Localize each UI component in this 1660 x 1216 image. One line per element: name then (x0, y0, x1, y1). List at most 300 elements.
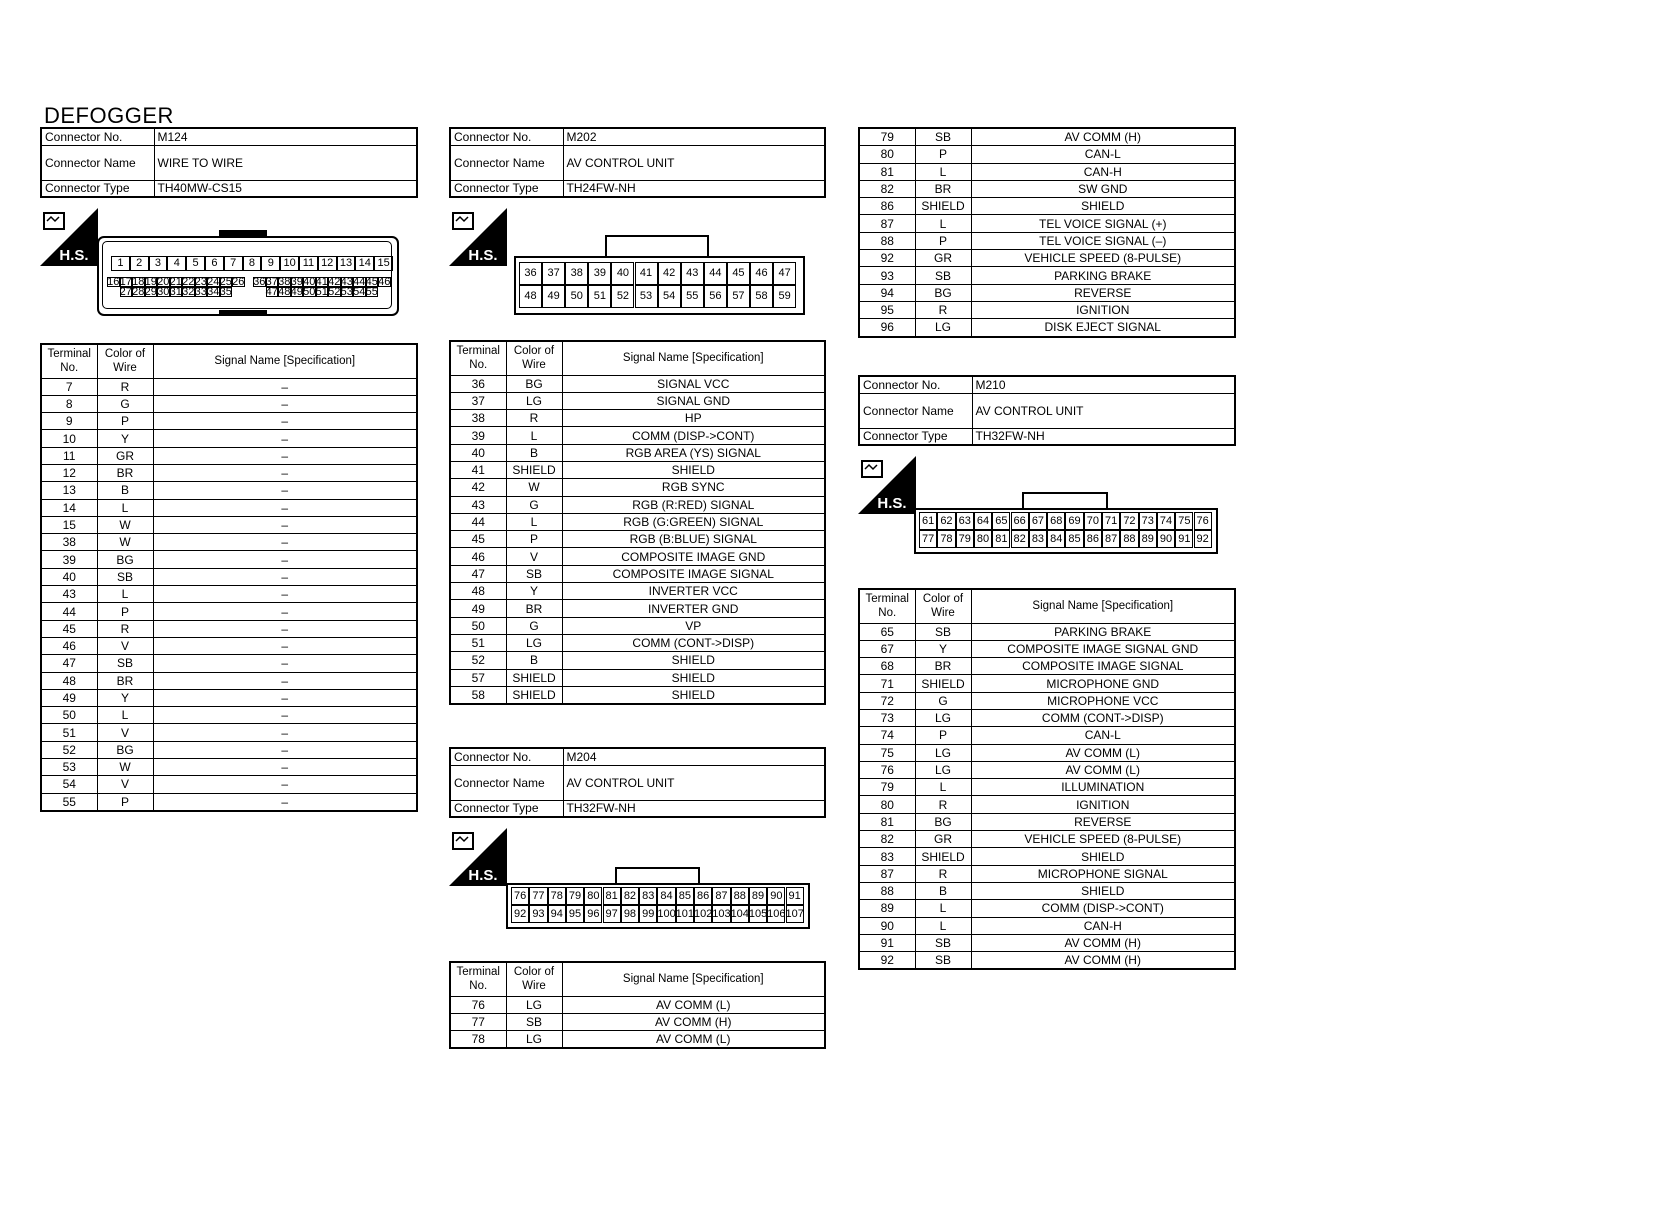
table-row (450, 444, 825, 461)
connector-pin: 48 (519, 285, 542, 308)
table-row (859, 952, 1235, 970)
table-row (859, 163, 1235, 180)
connector-pin: 19 (144, 275, 157, 288)
m202-connector-face (514, 256, 805, 315)
signal-name-cell: COMPOSITE IMAGE SIGNAL GND (971, 640, 1235, 657)
terminal-no-cell: 43 (450, 496, 506, 513)
signal-name-cell: – (153, 413, 417, 430)
connector-name-value: AV CONTROL UNIT (563, 765, 825, 800)
connector-pin: 82 (1011, 530, 1029, 548)
signal-name-cell: AV COMM (L) (562, 1031, 825, 1049)
wire-color-cell: G (97, 395, 153, 412)
table-row (41, 464, 417, 481)
signal-name-cell: TEL VOICE SIGNAL (–) (971, 232, 1235, 249)
table-row (859, 709, 1235, 726)
table-row (859, 675, 1235, 692)
connector-pin: 39 (588, 262, 611, 285)
signal-name-cell: SHIELD (562, 652, 825, 669)
wire-color-cell: G (506, 617, 562, 634)
connector-pin: 63 (956, 512, 974, 530)
wire-color-cell: W (97, 516, 153, 533)
m202-terminal-table (449, 340, 826, 705)
connector-pin: 68 (1047, 512, 1065, 530)
wire-color-cell: BR (915, 658, 971, 675)
signal-name-cell: – (153, 776, 417, 793)
signal-name-cell: SHIELD (971, 848, 1235, 865)
connector-type-label: Connector Type (41, 180, 154, 197)
connector-pin: 11 (299, 256, 318, 271)
connector-pin: 77 (919, 530, 937, 548)
wire-color-cell: W (97, 759, 153, 776)
table-row (859, 865, 1235, 882)
signal-name-cell: COMM (DISP->CONT) (971, 900, 1235, 917)
terminal-no-cell: 38 (450, 410, 506, 427)
connector-type-value: TH32FW-NH (972, 428, 1235, 445)
terminal-no-cell: 83 (859, 848, 915, 865)
connector-pin: 80 (974, 530, 992, 548)
wire-color-cell: SHIELD (915, 198, 971, 215)
wire-color-cell: R (915, 796, 971, 813)
connector-pin: 22 (182, 275, 195, 288)
hs-label: H.S. (877, 495, 907, 512)
connector-pin: 1 (111, 256, 130, 271)
table-row (859, 232, 1235, 249)
connector-pin: 75 (1175, 512, 1193, 530)
color-header: Color of Wire (915, 589, 971, 623)
signal-name-cell: SHIELD (562, 686, 825, 704)
signal-name-cell: COMM (CONT->DISP) (971, 709, 1235, 726)
signal-name-cell: – (153, 689, 417, 706)
table-row (450, 410, 825, 427)
page-title: DEFOGGER (44, 103, 174, 128)
terminal-no-cell: 50 (41, 707, 97, 724)
table-row (450, 392, 825, 409)
connector-pin: 36 (519, 262, 542, 285)
table-row (41, 707, 417, 724)
signal-name-cell: AV COMM (L) (562, 996, 825, 1013)
signal-name-cell: – (153, 724, 417, 741)
connector-pin: 46 (750, 262, 773, 285)
connector-pin: 41 (315, 275, 328, 288)
connector-pin: 61 (919, 512, 937, 530)
terminal-no-cell: 81 (859, 813, 915, 830)
terminal-no-cell: 50 (450, 617, 506, 634)
wire-color-cell: V (97, 776, 153, 793)
wire-color-cell: SHIELD (506, 461, 562, 478)
terminal-no-cell: 47 (450, 565, 506, 582)
wire-color-cell: BG (97, 551, 153, 568)
table-row (859, 640, 1235, 657)
table-row (450, 375, 825, 392)
connector-pin: 77 (529, 887, 547, 905)
connector-pin: 55 (681, 285, 704, 308)
connector-no-label: Connector No. (450, 128, 563, 145)
terminal-no-cell: 89 (859, 900, 915, 917)
m210-connector-face (914, 508, 1218, 554)
connector-pin: 74 (1157, 512, 1175, 530)
wire-color-cell: L (97, 586, 153, 603)
connector-pin: 51 (588, 285, 611, 308)
connector-pin: 44 (353, 275, 366, 288)
signal-name-cell: IGNITION (971, 301, 1235, 318)
wire-color-cell: SB (915, 623, 971, 640)
connector-pin: 99 (639, 905, 657, 923)
terminal-no-cell: 96 (859, 319, 915, 337)
terminal-no-cell: 68 (859, 658, 915, 675)
connector-pin: 54 (658, 285, 681, 308)
signal-name-cell: CAN-H (971, 163, 1235, 180)
signal-name-cell: IGNITION (971, 796, 1235, 813)
connector-pin: 78 (548, 887, 566, 905)
connector-pin: 58 (750, 285, 773, 308)
connector-pin: 98 (621, 905, 639, 923)
table-row (859, 267, 1235, 284)
table-row (41, 551, 417, 568)
terminal-no-cell: 92 (859, 250, 915, 267)
terminal-no-cell: 43 (41, 586, 97, 603)
connector-pin: 101 (676, 905, 694, 923)
connector-pin: 38 (278, 275, 291, 288)
connector-pin: 69 (1065, 512, 1083, 530)
connector-pin: 87 (712, 887, 730, 905)
connector-pin: 36 (253, 275, 266, 288)
connector-pin: 31 (169, 285, 182, 298)
connector-pin: 78 (937, 530, 955, 548)
terminal-no-cell: 46 (41, 637, 97, 654)
connector-pin: 6 (205, 256, 224, 271)
wire-color-cell: SB (97, 568, 153, 585)
wire-color-cell: W (506, 479, 562, 496)
connector-pin: 28 (132, 285, 145, 298)
connector-pin: 50 (303, 285, 316, 298)
hs-label: H.S. (468, 247, 498, 264)
signal-name-cell: COMM (CONT->DISP) (562, 634, 825, 651)
terminal-no-cell: 45 (41, 620, 97, 637)
connector-pin: 84 (657, 887, 675, 905)
signal-name-cell: VEHICLE SPEED (8-PULSE) (971, 831, 1235, 848)
signal-name-cell: – (153, 516, 417, 533)
connector-pin: 72 (1120, 512, 1138, 530)
wire-color-cell: L (506, 513, 562, 530)
connector-pin: 94 (548, 905, 566, 923)
table-row (41, 672, 417, 689)
connector-no-label: Connector No. (859, 376, 972, 393)
terminal-no-cell: 40 (41, 568, 97, 585)
signal-name-cell: – (153, 793, 417, 811)
table-row (859, 215, 1235, 232)
connector-pin: 51 (315, 285, 328, 298)
connector-pin: 103 (712, 905, 730, 923)
table-row (859, 250, 1235, 267)
signal-name-cell: – (153, 378, 417, 395)
harness-side-icon (449, 208, 507, 266)
connector-pin: 100 (657, 905, 675, 923)
wire-color-cell: R (97, 620, 153, 637)
terminal-no-cell: 51 (450, 634, 506, 651)
connector-pin: 45 (365, 275, 378, 288)
terminal-no-cell: 73 (859, 709, 915, 726)
terminal-no-cell: 74 (859, 727, 915, 744)
table-row (450, 1031, 825, 1049)
connector-pin: 83 (1029, 530, 1047, 548)
table-row (41, 724, 417, 741)
table-row (450, 669, 825, 686)
signal-name-cell: REVERSE (971, 284, 1235, 301)
connector-pin: 45 (727, 262, 750, 285)
connector-pin: 53 (635, 285, 658, 308)
m124-connector-info (40, 127, 418, 198)
wire-color-cell: LG (915, 709, 971, 726)
signal-header: Signal Name [Specification] (562, 962, 825, 996)
connector-pin: 90 (767, 887, 785, 905)
m124-terminal-table (40, 343, 418, 812)
connector-pin: 39 (290, 275, 303, 288)
table-row (41, 793, 417, 811)
table-row (859, 727, 1235, 744)
signal-name-cell: AV COMM (H) (971, 934, 1235, 951)
wire-color-cell: R (915, 301, 971, 318)
terminal-no-cell: 12 (41, 464, 97, 481)
connector-pin: 12 (318, 256, 337, 271)
signal-name-cell: PARKING BRAKE (971, 623, 1235, 640)
connector-pin: 47 (773, 262, 796, 285)
terminal-no-cell: 11 (41, 447, 97, 464)
signal-name-cell: – (153, 672, 417, 689)
table-row (859, 284, 1235, 301)
signal-name-cell: RGB SYNC (562, 479, 825, 496)
terminal-no-cell: 90 (859, 917, 915, 934)
terminal-no-cell: 48 (450, 583, 506, 600)
signal-name-cell: MICROPHONE GND (971, 675, 1235, 692)
table-row (41, 447, 417, 464)
table-row (41, 413, 417, 430)
connector-pin: 33 (194, 285, 207, 298)
terminal-no-header: Terminal No. (450, 341, 506, 375)
connector-pin: 24 (207, 275, 220, 288)
m202-connector-info (449, 127, 826, 198)
connector-inner-frame (102, 241, 392, 309)
connector-pin: 84 (1047, 530, 1065, 548)
table-row (41, 516, 417, 533)
connector-pin: 67 (1029, 512, 1047, 530)
signal-header: Signal Name [Specification] (562, 341, 825, 375)
signal-name-cell: INVERTER GND (562, 600, 825, 617)
table-row (450, 461, 825, 478)
wire-color-cell: LG (506, 392, 562, 409)
connector-pin: 27 (119, 285, 132, 298)
connector-type-value: TH40MW-CS15 (154, 180, 417, 197)
signal-name-cell: – (153, 395, 417, 412)
wire-color-cell: LG (506, 996, 562, 1013)
table-row (450, 600, 825, 617)
connector-pin: 92 (511, 905, 529, 923)
connector-pin: 97 (603, 905, 621, 923)
wire-color-cell: V (506, 548, 562, 565)
connector-pin: 93 (529, 905, 547, 923)
signal-name-cell: – (153, 464, 417, 481)
wire-color-cell: GR (915, 831, 971, 848)
wire-color-cell: R (506, 410, 562, 427)
connector-latch (219, 230, 267, 236)
terminal-no-cell: 57 (450, 669, 506, 686)
terminal-no-cell: 44 (41, 603, 97, 620)
connector-pin: 54 (353, 285, 366, 298)
wire-color-cell: P (97, 793, 153, 811)
m210-terminal-table (858, 588, 1236, 970)
table-row (41, 395, 417, 412)
terminal-no-cell: 71 (859, 675, 915, 692)
connector-pin: 3 (149, 256, 168, 271)
terminal-no-cell: 9 (41, 413, 97, 430)
table-row (859, 692, 1235, 709)
terminal-no-cell: 93 (859, 267, 915, 284)
signal-name-cell: RGB (R:RED) SIGNAL (562, 496, 825, 513)
hs-label: H.S. (468, 867, 498, 884)
connector-no-label: Connector No. (41, 128, 154, 145)
connector-pin: 25 (219, 275, 232, 288)
table-row (450, 1013, 825, 1030)
terminal-no-cell: 53 (41, 759, 97, 776)
connector-pin: 106 (767, 905, 785, 923)
terminal-no-cell: 40 (450, 444, 506, 461)
terminal-no-cell: 52 (41, 741, 97, 758)
terminal-no-cell: 88 (859, 232, 915, 249)
connector-pin: 41 (635, 262, 658, 285)
table-row (859, 796, 1235, 813)
connector-pin: 81 (992, 530, 1010, 548)
wire-color-cell: SB (915, 952, 971, 970)
wire-color-cell: SB (506, 565, 562, 582)
terminal-no-header: Terminal No. (450, 962, 506, 996)
terminal-no-cell: 48 (41, 672, 97, 689)
connector-pin: 42 (658, 262, 681, 285)
connector-pin: 83 (639, 887, 657, 905)
connector-pin: 37 (265, 275, 278, 288)
terminal-no-cell: 78 (450, 1031, 506, 1049)
connector-pin: 76 (1194, 512, 1212, 530)
signal-name-cell: SHIELD (562, 461, 825, 478)
wire-color-cell: BR (506, 600, 562, 617)
signal-name-cell: VEHICLE SPEED (8-PULSE) (971, 250, 1235, 267)
signal-name-cell: – (153, 620, 417, 637)
table-row (41, 637, 417, 654)
signal-name-cell: SHIELD (971, 882, 1235, 899)
connector-pin: 52 (328, 285, 341, 298)
connector-pin: 92 (1194, 530, 1212, 548)
table-row (859, 934, 1235, 951)
table-row (859, 623, 1235, 640)
terminal-no-cell: 8 (41, 395, 97, 412)
wire-color-cell: BR (97, 464, 153, 481)
terminal-no-cell: 94 (859, 284, 915, 301)
signal-name-cell: – (153, 568, 417, 585)
connector-pin: 42 (328, 275, 341, 288)
connector-pin: 17 (119, 275, 132, 288)
wire-color-cell: Y (506, 583, 562, 600)
connector-pin: 91 (786, 887, 804, 905)
connector-pin: 52 (611, 285, 634, 308)
table-row (450, 583, 825, 600)
terminal-no-cell: 46 (450, 548, 506, 565)
table-row (859, 128, 1235, 146)
signal-name-cell: ILLUMINATION (971, 779, 1235, 796)
terminal-no-cell: 54 (41, 776, 97, 793)
signal-name-cell: AV COMM (H) (971, 128, 1235, 146)
connector-pin: 107 (786, 905, 804, 923)
wire-color-cell: LG (915, 319, 971, 337)
connector-pin: 82 (621, 887, 639, 905)
connector-pin: 13 (337, 256, 356, 271)
connector-pin: 89 (1139, 530, 1157, 548)
table-row (859, 882, 1235, 899)
signal-name-cell: COMPOSITE IMAGE GND (562, 548, 825, 565)
connector-pin: 66 (1011, 512, 1029, 530)
table-row (41, 482, 417, 499)
terminal-no-cell: 80 (859, 146, 915, 163)
terminal-no-cell: 38 (41, 534, 97, 551)
connector-pin: 38 (565, 262, 588, 285)
connector-pin: 48 (278, 285, 291, 298)
connector-pin: 105 (749, 905, 767, 923)
connector-no-value: M124 (154, 128, 417, 145)
table-row (450, 652, 825, 669)
signal-name-cell: MICROPHONE SIGNAL (971, 865, 1235, 882)
connector-pin: 62 (937, 512, 955, 530)
signal-name-cell: CAN-H (971, 917, 1235, 934)
connector-pin: 37 (542, 262, 565, 285)
connector-pin: 76 (511, 887, 529, 905)
connector-pin: 102 (694, 905, 712, 923)
signal-name-cell: AV COMM (L) (971, 744, 1235, 761)
terminal-no-cell: 79 (859, 128, 915, 146)
m124-connector-face (97, 236, 399, 316)
connector-pin: 26 (232, 275, 245, 288)
connector-pin: 91 (1175, 530, 1193, 548)
connector-pin: 104 (731, 905, 749, 923)
connector-type-label: Connector Type (450, 180, 563, 197)
wire-color-cell: LG (506, 1031, 562, 1049)
wire-color-cell: G (506, 496, 562, 513)
signal-name-cell: SIGNAL GND (562, 392, 825, 409)
connector-pin: 79 (956, 530, 974, 548)
signal-name-cell: AV COMM (H) (562, 1013, 825, 1030)
wire-color-cell: SB (506, 1013, 562, 1030)
terminal-no-cell: 92 (859, 952, 915, 970)
table-row (41, 430, 417, 447)
table-row (41, 378, 417, 395)
table-row (859, 761, 1235, 778)
signal-name-cell: – (153, 447, 417, 464)
connector-pin: 9 (261, 256, 280, 271)
connector-name-label: Connector Name (450, 145, 563, 180)
connector-name-label: Connector Name (450, 765, 563, 800)
terminal-no-cell: 41 (450, 461, 506, 478)
connector-pin: 80 (584, 887, 602, 905)
terminal-no-cell: 36 (450, 375, 506, 392)
connector-pin: 32 (182, 285, 195, 298)
terminal-no-cell: 13 (41, 482, 97, 499)
table-row (859, 813, 1235, 830)
signal-name-cell: TEL VOICE SIGNAL (+) (971, 215, 1235, 232)
connector-pin: 86 (1084, 530, 1102, 548)
table-row (450, 996, 825, 1013)
terminal-no-cell: 87 (859, 865, 915, 882)
signal-name-cell: SW GND (971, 180, 1235, 197)
connector-pin: 47 (265, 285, 278, 298)
connector-type-label: Connector Type (859, 428, 972, 445)
wire-color-cell: GR (97, 447, 153, 464)
connector-pin: 70 (1084, 512, 1102, 530)
